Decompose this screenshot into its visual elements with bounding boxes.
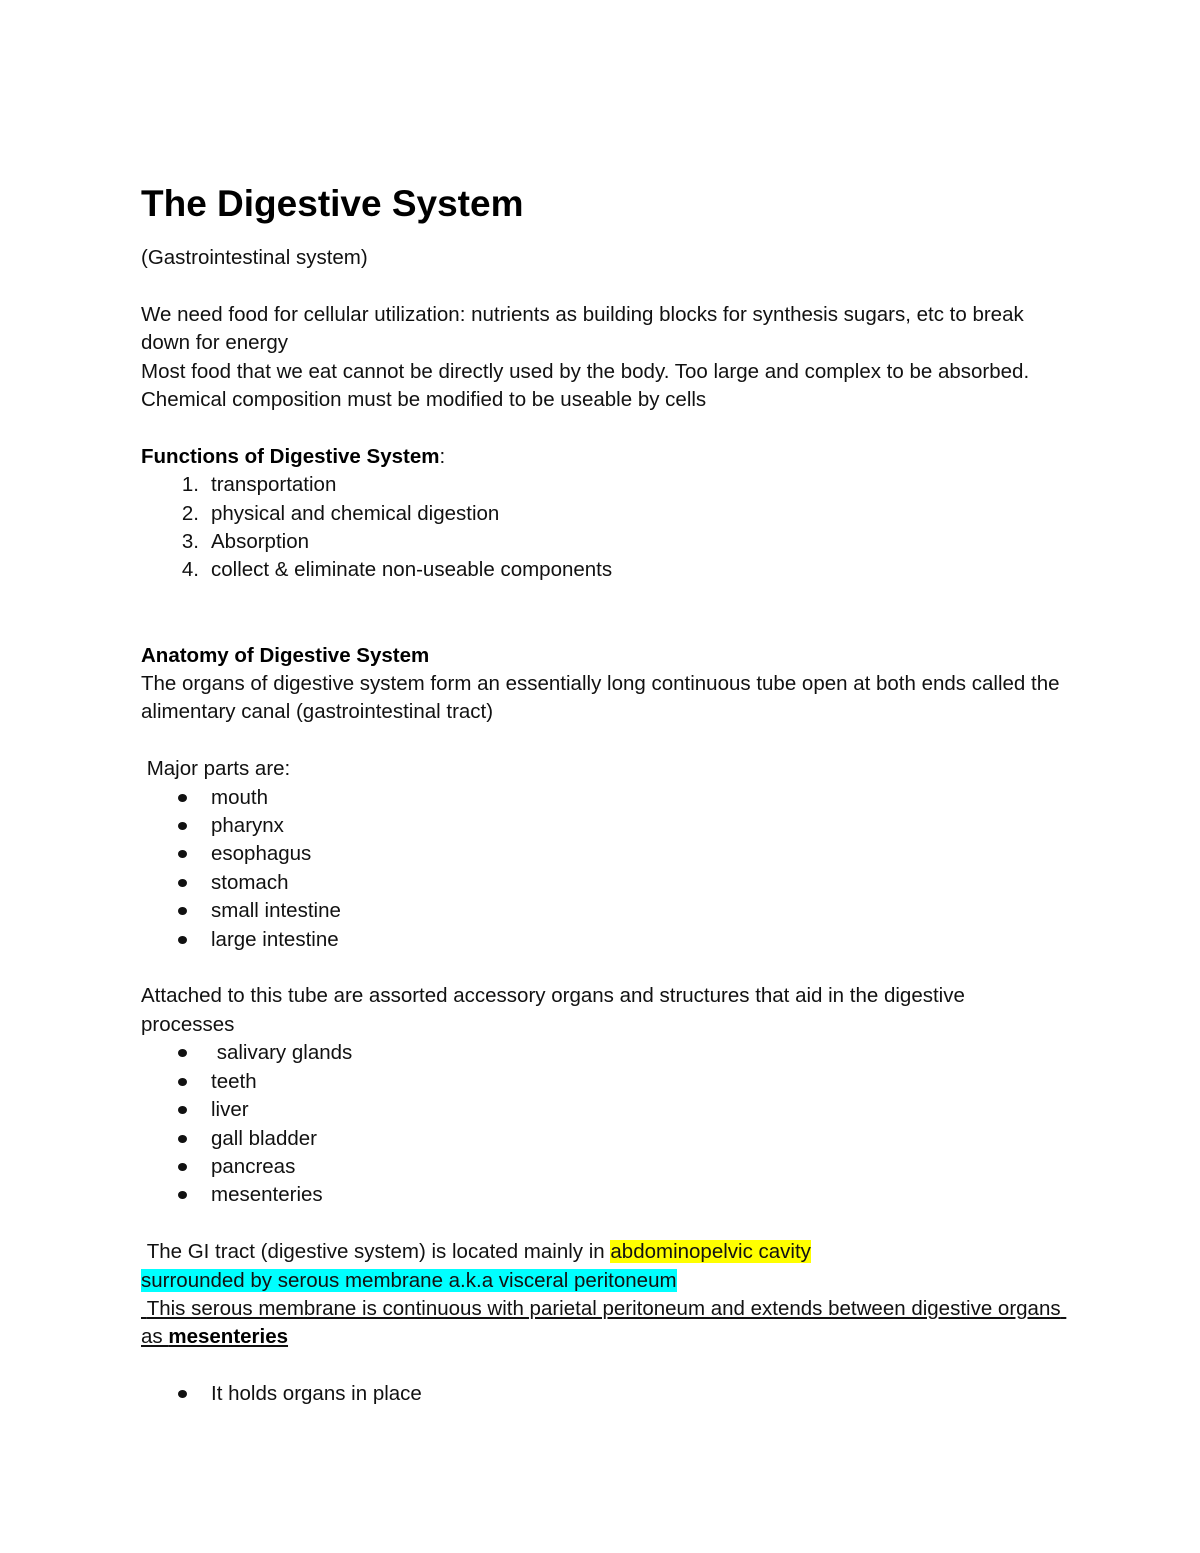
bullet-icon (178, 1191, 187, 1199)
list-item-text: salivary glands (211, 1041, 353, 1065)
list-item-text: liver (211, 1098, 249, 1122)
major-parts-label: Major parts are: (141, 757, 291, 781)
list-item (141, 840, 1061, 868)
list-item (141, 1181, 1061, 1209)
bullet-icon (178, 1078, 187, 1086)
list-item-text: mouth (211, 785, 268, 809)
bullet-icon (178, 1390, 187, 1398)
list-item (141, 1380, 1061, 1408)
mesenteries-term: mesenteries (168, 1325, 289, 1349)
bullet-icon (178, 1163, 187, 1171)
intro-paragraph-1: We need food for cellular utilization: nutrients as building blocks for synthesis sugars, etc to break down for energy (141, 302, 1024, 355)
gi-mesentery-text: This serous membrane is continuous with parietal peritoneum and extends between digestive organs as (141, 1296, 1067, 1349)
list-number: 1. (181, 473, 199, 497)
list-item-text: stomach (211, 870, 289, 894)
anatomy-heading: Anatomy of Digestive System (141, 643, 430, 667)
highlight-yellow: abdominopelvic cavity (610, 1240, 811, 1264)
subtitle: (Gastrointestinal system) (141, 246, 368, 269)
list-item (141, 1125, 1061, 1153)
list-item-text: pharynx (211, 814, 284, 838)
list-item-text: large intestine (211, 927, 339, 951)
anatomy-paragraph: The organs of digestive system form an essentially long continuous tube open at both ends called the alimentary canal (gastrointestinal tract) (141, 672, 1060, 724)
functions-heading-line (141, 443, 1061, 471)
list-item-text: esophagus (211, 842, 312, 866)
gi-location-text: The GI tract (digestive system) is located mainly in (141, 1240, 611, 1264)
list-item (141, 812, 1061, 840)
intro-paragraph-2: Most food that we eat cannot be directly used by the body. Too large and complex to be absorbed. Chemical composition must be modified to be useable by cells (141, 359, 1030, 412)
list-item-text: collect & eliminate non-useable components (211, 558, 613, 582)
list-item-text: Absorption (211, 530, 310, 554)
list-number: 3. (181, 530, 199, 554)
list-item-text: gall bladder (211, 1126, 317, 1150)
list-item-text: transportation (211, 473, 337, 497)
gi-membrane-line (141, 1267, 1061, 1295)
list-item-text: pancreas (211, 1154, 296, 1178)
document-page (141, 178, 1067, 1409)
list-item (141, 1153, 1061, 1181)
functions-list (141, 471, 1061, 585)
list-item (141, 1039, 1061, 1067)
list-item (141, 926, 1061, 954)
accessory-organs-list (141, 1039, 1061, 1209)
list-item (141, 1096, 1061, 1124)
bullet-icon (178, 879, 187, 887)
list-number: 2. (181, 501, 199, 525)
bullet-icon (178, 794, 187, 802)
gi-location-line (141, 1238, 1061, 1266)
list-item (141, 869, 1061, 897)
functions-heading: Functions of Digestive System (141, 444, 440, 468)
list-item-text: It holds organs in place (211, 1382, 422, 1406)
list-item (141, 528, 1061, 556)
bullet-icon (178, 850, 187, 858)
list-item (141, 784, 1061, 812)
list-item (141, 471, 1061, 499)
list-item (141, 897, 1061, 925)
gi-mesentery-paragraph (141, 1295, 1067, 1352)
list-number: 4. (181, 558, 199, 582)
list-item (141, 500, 1061, 528)
page-title: The Digestive System (141, 183, 524, 224)
bullet-icon (178, 1049, 187, 1057)
bullet-icon (178, 822, 187, 830)
list-item-text: small intestine (211, 899, 341, 923)
bullet-icon (178, 1106, 187, 1114)
bullet-icon (178, 1135, 187, 1143)
list-item-text: physical and chemical digestion (211, 501, 500, 525)
list-item-text: mesenteries (211, 1183, 323, 1207)
list-item (141, 556, 1061, 584)
functions-heading-colon: : (439, 444, 446, 468)
bullet-icon (178, 936, 187, 944)
major-parts-list (141, 784, 1061, 954)
bullet-icon (178, 907, 187, 915)
list-item-text: teeth (211, 1069, 257, 1093)
list-item (141, 1068, 1061, 1096)
accessory-paragraph: Attached to this tube are assorted accessory organs and structures that aid in the digestive processes (141, 984, 965, 1036)
gi-bullet-list (141, 1380, 1061, 1408)
highlight-cyan: surrounded by serous membrane a.k.a visceral peritoneum (141, 1268, 677, 1292)
